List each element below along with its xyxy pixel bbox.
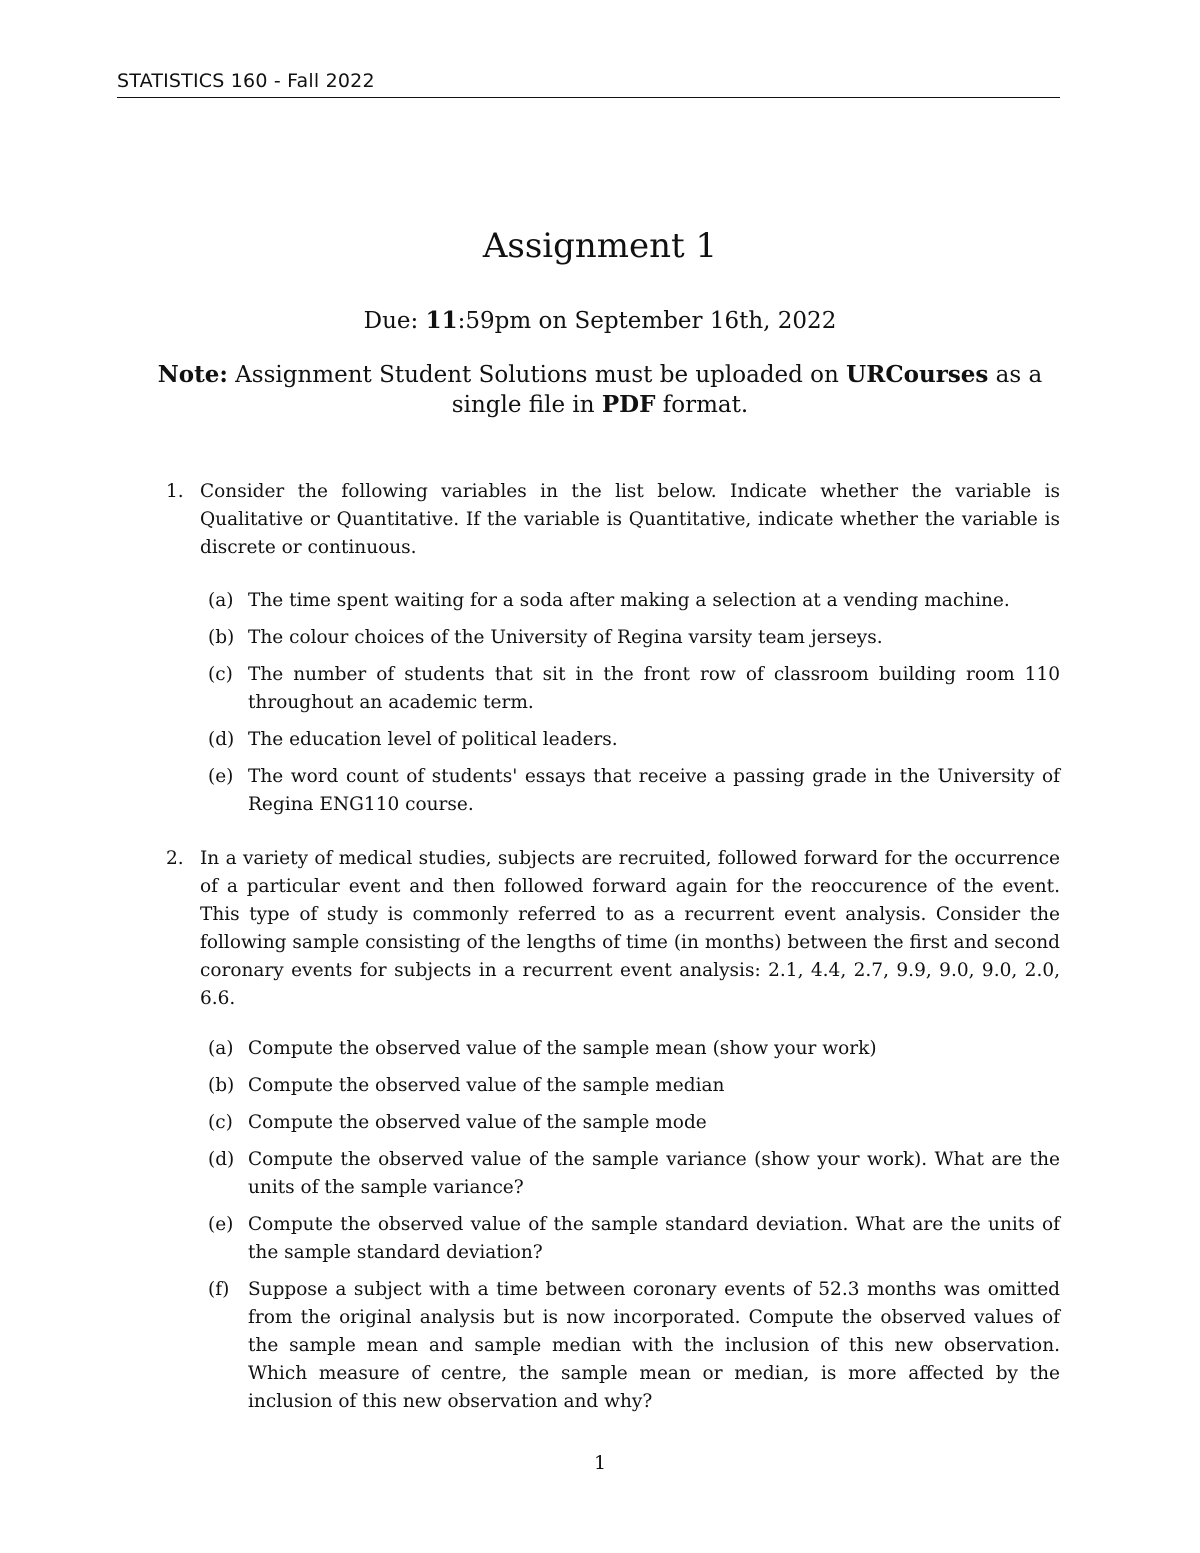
header-rule bbox=[117, 97, 1060, 98]
question-1 bbox=[166, 478, 1060, 562]
list-item bbox=[200, 763, 1060, 819]
part-text: Compute the observed value of the sample mean (show your work) bbox=[248, 1038, 877, 1059]
note-label: Note: bbox=[157, 361, 228, 388]
list-item bbox=[200, 1211, 1060, 1267]
list-item bbox=[200, 726, 1060, 754]
list-item bbox=[200, 1109, 1060, 1137]
question-2 bbox=[166, 845, 1060, 1013]
part-text: Compute the observed value of the sample variance (show your work). What are the units of the sample variance? bbox=[248, 1149, 1060, 1198]
part-text: The colour choices of the University of Regina varsity team jerseys. bbox=[248, 627, 883, 648]
part-label: (d) bbox=[208, 729, 235, 750]
list-item bbox=[200, 661, 1060, 717]
question-number: 1. bbox=[166, 481, 184, 502]
list-item bbox=[200, 1146, 1060, 1202]
part-label: (d) bbox=[208, 1149, 235, 1170]
part-label: (b) bbox=[208, 1075, 235, 1096]
list-item bbox=[200, 1276, 1060, 1416]
page-title: Assignment 1 bbox=[482, 226, 718, 266]
question-text: Consider the following variables in the list below. Indicate whether the variable is Qualitative or Quantitative. If the variable is Quantitative, indicate whether the variable is discrete or continuous. bbox=[200, 481, 1060, 558]
question-2-parts bbox=[200, 1035, 1060, 1425]
part-text: The number of students that sit in the front row of classroom building room 110 throughout an academic term. bbox=[248, 664, 1060, 713]
question-number: 2. bbox=[166, 848, 184, 869]
part-label: (a) bbox=[208, 590, 234, 611]
part-label: (f) bbox=[208, 1279, 230, 1300]
note-text-1: Assignment Student Solutions must be uploaded on bbox=[227, 362, 847, 388]
due-rest: :59pm on September 16th, 2022 bbox=[457, 308, 837, 334]
running-header: STATISTICS 160 - Fall 2022 bbox=[117, 70, 375, 92]
due-label: Due: bbox=[363, 308, 419, 334]
part-label: (c) bbox=[208, 1112, 233, 1133]
part-text: Compute the observed value of the sample mode bbox=[248, 1112, 707, 1133]
part-text: Suppose a subject with a time between coronary events of 52.3 months was omitted from the original analysis but is now incorporated. Compute the observed values of the sample mean and sample median with the inclusion of this new observation. Which measure of centre, the sample mean or median, is more affected by the inclusion of this new observation and why? bbox=[248, 1279, 1060, 1412]
note-text-3: format. bbox=[655, 392, 749, 418]
due-date bbox=[0, 307, 1200, 334]
question-1-parts bbox=[200, 587, 1060, 828]
part-text: The education level of political leaders. bbox=[248, 729, 618, 750]
list-item bbox=[200, 624, 1060, 652]
note-text-2: as a single file in bbox=[451, 362, 1043, 418]
part-label: (e) bbox=[208, 1214, 234, 1235]
part-label: (b) bbox=[208, 627, 235, 648]
part-label: (e) bbox=[208, 766, 234, 787]
list-item bbox=[200, 1072, 1060, 1100]
question-text: In a variety of medical studies, subjects are recruited, followed forward for the occurrence of a particular event and then followed forward again for the reoccurence of the event. This type of study is commonly referred to as a recurrent event analysis. Consider the following sample consisting of the lengths of time (in months) between the first and second coronary events for subjects in a recurrent event analysis: 2.1, 4.4, 2.7, 9.9, 9.0, 9.0, 2.0, 6.6. bbox=[200, 848, 1060, 1009]
part-text: The time spent waiting for a soda after making a selection at a vending machine. bbox=[248, 590, 1010, 611]
part-label: (c) bbox=[208, 664, 233, 685]
list-item bbox=[200, 587, 1060, 615]
note-format: PDF bbox=[601, 391, 656, 418]
submission-note bbox=[140, 360, 1060, 420]
note-platform: URCourses bbox=[846, 361, 989, 388]
page-number: 1 bbox=[593, 1452, 607, 1474]
part-text: Compute the observed value of the sample standard deviation. What are the units of the sample standard deviation? bbox=[248, 1214, 1060, 1263]
due-hour: 11 bbox=[425, 307, 458, 334]
part-text: Compute the observed value of the sample median bbox=[248, 1075, 725, 1096]
list-item bbox=[200, 1035, 1060, 1063]
part-label: (a) bbox=[208, 1038, 234, 1059]
part-text: The word count of students' essays that receive a passing grade in the University of Regina ENG110 course. bbox=[248, 766, 1060, 815]
